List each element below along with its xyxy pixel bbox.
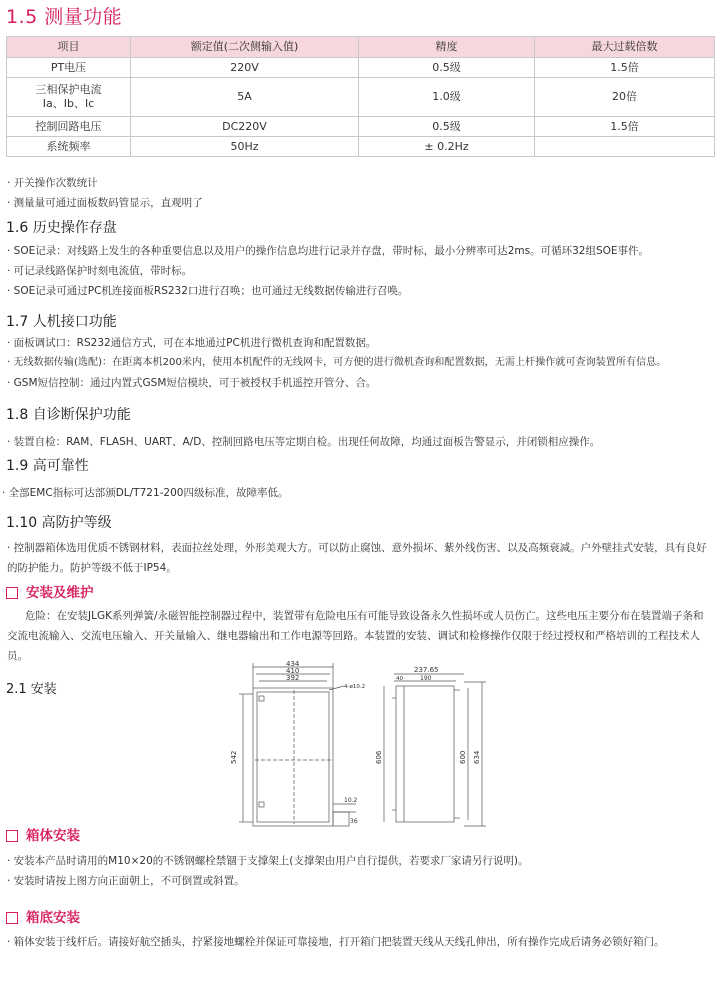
dim-40: 40: [396, 676, 403, 682]
box-install-title: [0, 827, 720, 845]
dim-36: 36: [350, 818, 358, 825]
bottom-install-text: · 箱体安装于线杆后。请接好航空插头，拧紧接地螺栓并保证可靠接地，打开箱门把装置天线从天线孔伸出，所有操作完成后请务必锁好箱门。: [7, 936, 665, 948]
bullet-gsm: · GSM短信控制：通过内置式GSM短信模块，可于被授权手机遥控开管分、合。: [7, 377, 377, 389]
cell-item: 控制回路电压: [7, 117, 131, 137]
section-1-9-title: 1.9 高可靠性: [6, 458, 89, 474]
install-title-text: 安装及维护: [26, 585, 94, 601]
dim-237-65: 237.65: [414, 666, 439, 674]
bullet-self-check: · 装置自检：RAM、FLASH、UART、A/D、控制回路电压等定期自检。出现任何故障，均通过面板告警显示，并闭锁相应操作。: [7, 436, 601, 448]
dim-542: 542: [230, 750, 238, 764]
dim-410: 410: [286, 667, 300, 675]
table-row: [7, 78, 715, 117]
table-row: [7, 137, 715, 157]
cell-precision: 1.0级: [359, 78, 535, 117]
box-install-title-text: 箱体安装: [26, 828, 80, 844]
table-row: [7, 58, 715, 78]
cell-rated: 50Hz: [131, 137, 359, 157]
cell-overload: [535, 137, 715, 157]
bullet-emc: · 全部EMC指标可达部颁DL/T721-200四级标准，故障率低。: [2, 487, 289, 499]
protection-text: · 控制器箱体选用优质不锈钢材料，表面拉丝处理，外形美观大方。可以防止腐蚀、意外损坏、紫外线伤害、以及高频衰减。户外壁挂式安装，具有良好的防护能力。防护等级不低于IP54。: [7, 542, 707, 574]
header-item: 项目: [7, 37, 131, 58]
cell-rated: DC220V: [131, 117, 359, 137]
table-header-row: [7, 37, 715, 58]
bullet-bolt: · 安装本产品时请用的M10×20的不锈钢螺栓禁锢于支撑架上(支撑架由用户自行提供，若要求厂家请另行说明)。: [7, 855, 529, 867]
section-1-5-title: 1.5 测量功能: [6, 6, 123, 28]
section-1-6-title: 1.6 历史操作存盘: [6, 220, 117, 236]
section-1-9: [0, 457, 720, 503]
dim-634: 634: [473, 750, 481, 764]
square-icon: [6, 912, 18, 924]
table-row: [7, 117, 715, 137]
danger-warning: 危险：在安装JLGK系列弹簧/永磁智能控制器过程中，装置带有危险电压有可能导致设备永久性损坏或人员伤亡。这些电压主要分布在装置端子条和交流电流输入、交流电压输入、开关量输入、继电器输出和工作电源等回路。本装置的安装、调试和检修操作仅限于经过授权和严格培训的工程技术人员。: [7, 610, 704, 662]
section-1-5-bullets: [0, 173, 720, 213]
cell-rated: 220V: [131, 58, 359, 78]
box-install-section: [0, 827, 720, 891]
dim-10-2: 10.2: [344, 797, 358, 804]
installation-drawing: [224, 660, 510, 832]
square-icon: [6, 830, 18, 842]
bullet-wireless: · 无线数据传输(选配)：在距离本机200米内，使用本机配件的无线网卡，可方便的进行微机查询和配置数据，无需上杆操作就可查询装置所有信息。: [7, 357, 667, 368]
cell-precision: 0.5级: [359, 117, 535, 137]
bottom-install-section: [0, 909, 720, 952]
cell-overload: 1.5倍: [535, 58, 715, 78]
section-1-10: [0, 514, 720, 578]
bullet-soe-call: · SOE记录可通过PC机连接面板RS232口进行召唤；也可通过无线数据传输进行召唤。: [7, 285, 409, 297]
install-title: [0, 584, 720, 602]
section-1-7: [0, 313, 720, 393]
bullet-soe-record: · SOE记录：对线路上发生的各种重要信息以及用户的操作信息均进行记录并存盘，带时标，最小分辨率可达2ms。可循环32组SOE事件。: [7, 245, 650, 257]
dim-606: 606: [375, 750, 383, 764]
cell-item: [7, 78, 131, 117]
cell-rated: 5A: [131, 78, 359, 117]
bullet-display: · 测量量可通过面板数码管显示，直观明了: [7, 197, 203, 209]
header-rated: 额定值(二次侧输入值): [131, 37, 359, 58]
bottom-install-title: [0, 909, 720, 927]
bullet-record-current: · 可记录线路保护时刻电流值，带时标。: [7, 265, 193, 277]
cell-precision: ± 0.2Hz: [359, 137, 535, 157]
dim-190: 190: [420, 675, 432, 682]
bullet-orientation: · 安装时请按上图方向正面朝上，不可倒置或斜置。: [7, 875, 245, 887]
install-section: [0, 584, 720, 666]
header-overload: 最大过载倍数: [535, 37, 715, 58]
dim-434: 434: [286, 660, 300, 668]
measurement-table: [6, 36, 715, 157]
section-1-7-title: 1.7 人机接口功能: [6, 314, 117, 330]
cell-item: 系统频率: [7, 137, 131, 157]
cell-item-line2: Ia、Ib、Ic: [42, 97, 95, 110]
cell-item-line1: 三相保护电流: [35, 83, 102, 96]
section-1-8-title: 1.8 自诊断保护功能: [6, 407, 131, 423]
cell-overload: 20倍: [535, 78, 715, 117]
dim-hole: 4-ø10.2: [344, 684, 366, 690]
dim-392: 392: [286, 674, 300, 682]
dim-600: 600: [459, 750, 467, 764]
bullet-panel-port: · 面板调试口：RS232通信方式，可在本地通过PC机进行微机查询和配置数据。: [7, 337, 377, 349]
square-icon: [6, 587, 18, 599]
cell-item: PT电压: [7, 58, 131, 78]
bottom-install-title-text: 箱底安装: [26, 910, 80, 926]
header-precision: 精度: [359, 37, 535, 58]
cell-precision: 0.5级: [359, 58, 535, 78]
cell-overload: 1.5倍: [535, 117, 715, 137]
section-1-6: [0, 219, 720, 301]
section-1-10-title: 1.10 高防护等级: [6, 515, 112, 531]
section-1-8: [0, 406, 720, 452]
install-subtitle: 2.1 安装: [6, 682, 57, 697]
bullet-op-count: · 开关操作次数统计: [7, 177, 98, 189]
